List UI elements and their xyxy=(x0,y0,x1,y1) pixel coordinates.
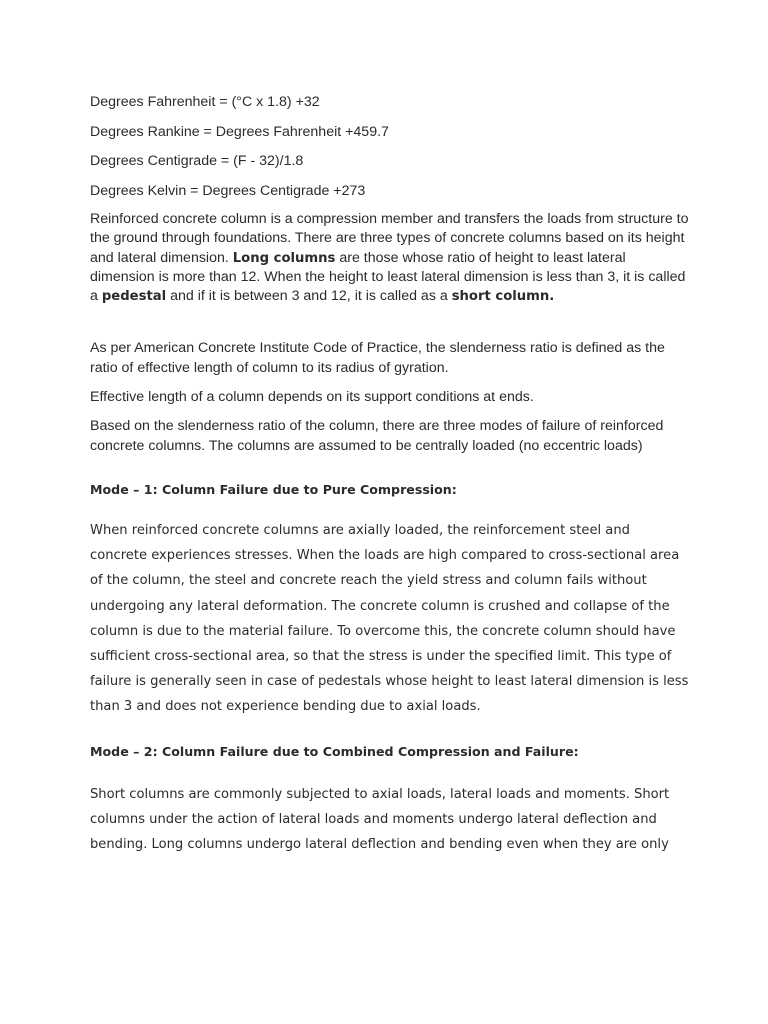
long-columns-term: Long columns xyxy=(232,250,336,266)
aci-paragraph: As per American Concrete Institute Code of Practice, the slenderness ratio is defined as the ratio of effective length of column to its radius of gyration. xyxy=(90,340,665,376)
intro-text-2: are those whose ratio of height to least lateral dimension is more than 12. When the height to least lateral dimension is less than 3, it is called a xyxy=(90,249,686,305)
mode-1-body: When reinforced concrete columns are axially loaded, the reinforcement steel and concrete experiences stresses. When the loads are high compared to cross-sectional area of the column, the steel and concrete reach the yield stress and column fails without undergoing any lateral deformation. The concrete column is crushed and collapse of the column is due to the material failure. To overcome this, the concrete column should have sufficient cross-sectional area, so that the stress is under the specified limit. This type of failure is generally seen in case of pedestals whose height to least lateral dimension is less than 3 and does not experience bending due to axial loads. xyxy=(90,522,689,715)
kelvin-formula: Degrees Kelvin = Degrees Centigrade +273 xyxy=(90,182,366,199)
failure-modes-paragraph: Based on the slenderness ratio of the column, there are three modes of failure of reinforced concrete columns. The columns are assumed to be centrally loaded (no eccentric loads) xyxy=(90,418,664,454)
intro-paragraph xyxy=(90,210,690,306)
intro-text-3: and if it is between 3 and 12, it is called as a xyxy=(166,288,452,305)
short-column-term: short column. xyxy=(451,289,555,305)
pedestal-term: pedestal xyxy=(101,289,167,305)
document-page xyxy=(90,92,690,857)
effective-length-paragraph: Effective length of a column depends on its support conditions at ends. xyxy=(90,389,534,406)
mode-2-heading: Mode – 2: Column Failure due to Combined Compression and Failure: xyxy=(90,743,579,759)
mode-1-heading: Mode – 1: Column Failure due to Pure Compression: xyxy=(90,481,457,497)
intro-text-1: Reinforced concrete column is a compression member and transfers the loads from structure to the ground through foundations. There are three types of concrete columns based on its height and lateral dimension. xyxy=(90,211,689,266)
rankine-formula: Degrees Rankine = Degrees Fahrenheit +459.7 xyxy=(90,123,389,140)
mode-2-body: Short columns are commonly subjected to axial loads, lateral loads and moments. Short columns under the action of lateral loads and moments undergo lateral deflection and bending. Long columns undergo lateral deflection and bending even when they are only xyxy=(90,786,670,852)
centigrade-formula: Degrees Centigrade = (F - 32)/1.8 xyxy=(90,153,304,169)
fahrenheit-formula: Degrees Fahrenheit = (°C x 1.8) +32 xyxy=(90,94,320,110)
